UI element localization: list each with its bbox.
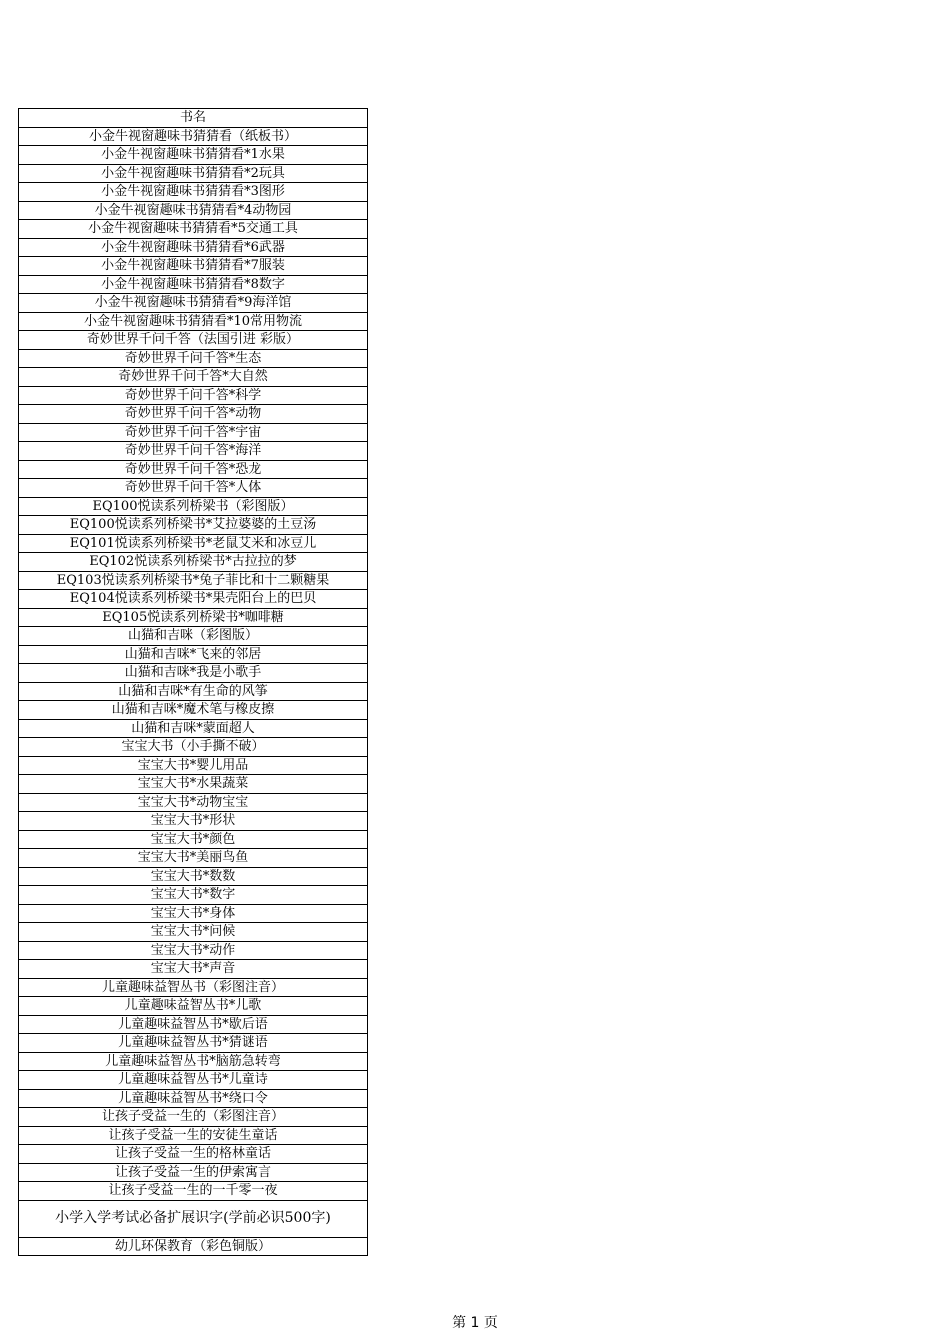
book-title-cell: 小金牛视窗趣味书猜猜看*6武器 [19, 238, 368, 257]
book-title-cell: 宝宝大书*数数 [19, 867, 368, 886]
book-title-cell: 宝宝大书（小手撕不破） [19, 738, 368, 757]
book-title-cell: 山猫和吉咪*飞来的邻居 [19, 645, 368, 664]
table-row [19, 312, 368, 331]
table-row [19, 756, 368, 775]
table-row [19, 553, 368, 572]
book-title-cell: 宝宝大书*声音 [19, 960, 368, 979]
table-row [19, 886, 368, 905]
table-row [19, 923, 368, 942]
table-row [19, 386, 368, 405]
table-row [19, 904, 368, 923]
table-row [19, 1126, 368, 1145]
header-row [19, 109, 368, 128]
book-title-cell: 宝宝大书*问候 [19, 923, 368, 942]
book-title-cell: EQ105悦读系列桥梁书*咖啡糖 [19, 608, 368, 627]
table-row [19, 812, 368, 831]
book-title-cell: 宝宝大书*动作 [19, 941, 368, 960]
table-row [19, 1200, 368, 1237]
book-title-cell: 儿童趣味益智丛书*儿童诗 [19, 1071, 368, 1090]
book-title-cell: 宝宝大书*形状 [19, 812, 368, 831]
table-row [19, 516, 368, 535]
book-title-cell: 儿童趣味益智丛书*儿歌 [19, 997, 368, 1016]
book-title-cell: 山猫和吉咪（彩图版） [19, 627, 368, 646]
book-title-cell: EQ102悦读系列桥梁书*古拉拉的梦 [19, 553, 368, 572]
table-row [19, 534, 368, 553]
book-title-cell: 小金牛视窗趣味书猜猜看*5交通工具 [19, 220, 368, 239]
book-title-table [18, 108, 368, 1256]
book-title-cell: EQ101悦读系列桥梁书*老鼠艾米和冰豆儿 [19, 534, 368, 553]
book-title-cell: 小学入学考试必备扩展识字(学前必识500字) [19, 1200, 368, 1237]
book-title-cell: 儿童趣味益智丛书*歇后语 [19, 1015, 368, 1034]
book-title-cell: 让孩子受益一生的安徒生童话 [19, 1126, 368, 1145]
book-title-cell: 让孩子受益一生的格林童话 [19, 1145, 368, 1164]
table-row [19, 627, 368, 646]
book-title-cell: 宝宝大书*动物宝宝 [19, 793, 368, 812]
table-row [19, 793, 368, 812]
book-title-cell: 宝宝大书*婴儿用品 [19, 756, 368, 775]
table-row [19, 1182, 368, 1201]
book-title-cell: 奇妙世界千问千答*大自然 [19, 368, 368, 387]
table-row [19, 368, 368, 387]
book-title-cell: 山猫和吉咪*有生命的风筝 [19, 682, 368, 701]
table-row [19, 183, 368, 202]
table-row [19, 664, 368, 683]
table-row [19, 978, 368, 997]
table-row [19, 849, 368, 868]
table-row [19, 738, 368, 757]
table-row [19, 423, 368, 442]
book-title-cell: 儿童趣味益智丛书*猜谜语 [19, 1034, 368, 1053]
table-row [19, 608, 368, 627]
table-row [19, 201, 368, 220]
book-title-cell: 奇妙世界千问千答*海洋 [19, 442, 368, 461]
book-title-cell: 宝宝大书*美丽鸟鱼 [19, 849, 368, 868]
table-row [19, 479, 368, 498]
table-row [19, 997, 368, 1016]
book-title-cell: 儿童趣味益智丛书*脑筋急转弯 [19, 1052, 368, 1071]
table-row [19, 294, 368, 313]
book-title-cell: 山猫和吉咪*魔术笔与橡皮擦 [19, 701, 368, 720]
table-body [19, 109, 368, 1256]
column-header-book-title: 书名 [19, 109, 368, 128]
book-title-cell: 宝宝大书*数字 [19, 886, 368, 905]
table-row [19, 1034, 368, 1053]
page-number: 第 1 页 [452, 1315, 498, 1331]
table-row [19, 571, 368, 590]
book-title-cell: 奇妙世界千问千答*恐龙 [19, 460, 368, 479]
book-title-cell: 小金牛视窗趣味书猜猜看*2玩具 [19, 164, 368, 183]
table-row [19, 1145, 368, 1164]
book-title-cell: 宝宝大书*身体 [19, 904, 368, 923]
book-title-cell: 奇妙世界千问千答*人体 [19, 479, 368, 498]
table-row [19, 164, 368, 183]
table-row [19, 590, 368, 609]
book-title-cell: 小金牛视窗趣味书猜猜看*4动物园 [19, 201, 368, 220]
table-row [19, 1237, 368, 1256]
table-row [19, 1052, 368, 1071]
table-row [19, 960, 368, 979]
table-row [19, 1071, 368, 1090]
book-title-cell: EQ104悦读系列桥梁书*果壳阳台上的巴贝 [19, 590, 368, 609]
book-title-cell: EQ100悦读系列桥梁书（彩图版） [19, 497, 368, 516]
book-title-cell: 让孩子受益一生的（彩图注音） [19, 1108, 368, 1127]
book-title-cell: 儿童趣味益智丛书（彩图注音） [19, 978, 368, 997]
book-title-cell: 儿童趣味益智丛书*绕口令 [19, 1089, 368, 1108]
table-row [19, 442, 368, 461]
book-title-cell: 奇妙世界千问千答*动物 [19, 405, 368, 424]
table-row [19, 867, 368, 886]
table-row [19, 1163, 368, 1182]
book-title-cell: 小金牛视窗趣味书猜猜看*8数字 [19, 275, 368, 294]
table-row [19, 682, 368, 701]
book-title-cell: 小金牛视窗趣味书猜猜看*1水果 [19, 146, 368, 165]
table-row [19, 349, 368, 368]
table-row [19, 220, 368, 239]
table-row [19, 146, 368, 165]
book-title-cell: 宝宝大书*水果蔬菜 [19, 775, 368, 794]
book-title-cell: 小金牛视窗趣味书猜猜看*9海洋馆 [19, 294, 368, 313]
book-title-cell: 奇妙世界千问千答（法国引进 彩版） [19, 331, 368, 350]
table-row [19, 1108, 368, 1127]
table-row [19, 275, 368, 294]
table-row [19, 460, 368, 479]
book-title-cell: 奇妙世界千问千答*科学 [19, 386, 368, 405]
book-title-cell: 小金牛视窗趣味书猜猜看*10常用物流 [19, 312, 368, 331]
table-row [19, 238, 368, 257]
book-title-cell: 幼儿环保教育（彩色铜版） [19, 1237, 368, 1256]
table-row [19, 127, 368, 146]
book-title-cell: 让孩子受益一生的一千零一夜 [19, 1182, 368, 1201]
table-row [19, 775, 368, 794]
table-row [19, 645, 368, 664]
book-title-cell: 山猫和吉咪*蒙面超人 [19, 719, 368, 738]
table-row [19, 941, 368, 960]
table-row [19, 701, 368, 720]
table-row [19, 1089, 368, 1108]
book-title-cell: 小金牛视窗趣味书猜猜看*7服装 [19, 257, 368, 276]
book-title-cell: 山猫和吉咪*我是小歌手 [19, 664, 368, 683]
table-row [19, 331, 368, 350]
table-row [19, 405, 368, 424]
book-title-cell: EQ103悦读系列桥梁书*兔子菲比和十二颗糖果 [19, 571, 368, 590]
table-row [19, 257, 368, 276]
table-row [19, 719, 368, 738]
book-title-cell: 小金牛视窗趣味书猜猜看（纸板书） [19, 127, 368, 146]
table-row [19, 830, 368, 849]
book-title-cell: 宝宝大书*颜色 [19, 830, 368, 849]
book-title-cell: EQ100悦读系列桥梁书*艾拉婆婆的土豆汤 [19, 516, 368, 535]
table-row [19, 1015, 368, 1034]
book-title-cell: 奇妙世界千问千答*生态 [19, 349, 368, 368]
book-title-cell: 奇妙世界千问千答*宇宙 [19, 423, 368, 442]
book-title-cell: 小金牛视窗趣味书猜猜看*3图形 [19, 183, 368, 202]
table-row [19, 497, 368, 516]
book-title-cell: 让孩子受益一生的伊索寓言 [19, 1163, 368, 1182]
